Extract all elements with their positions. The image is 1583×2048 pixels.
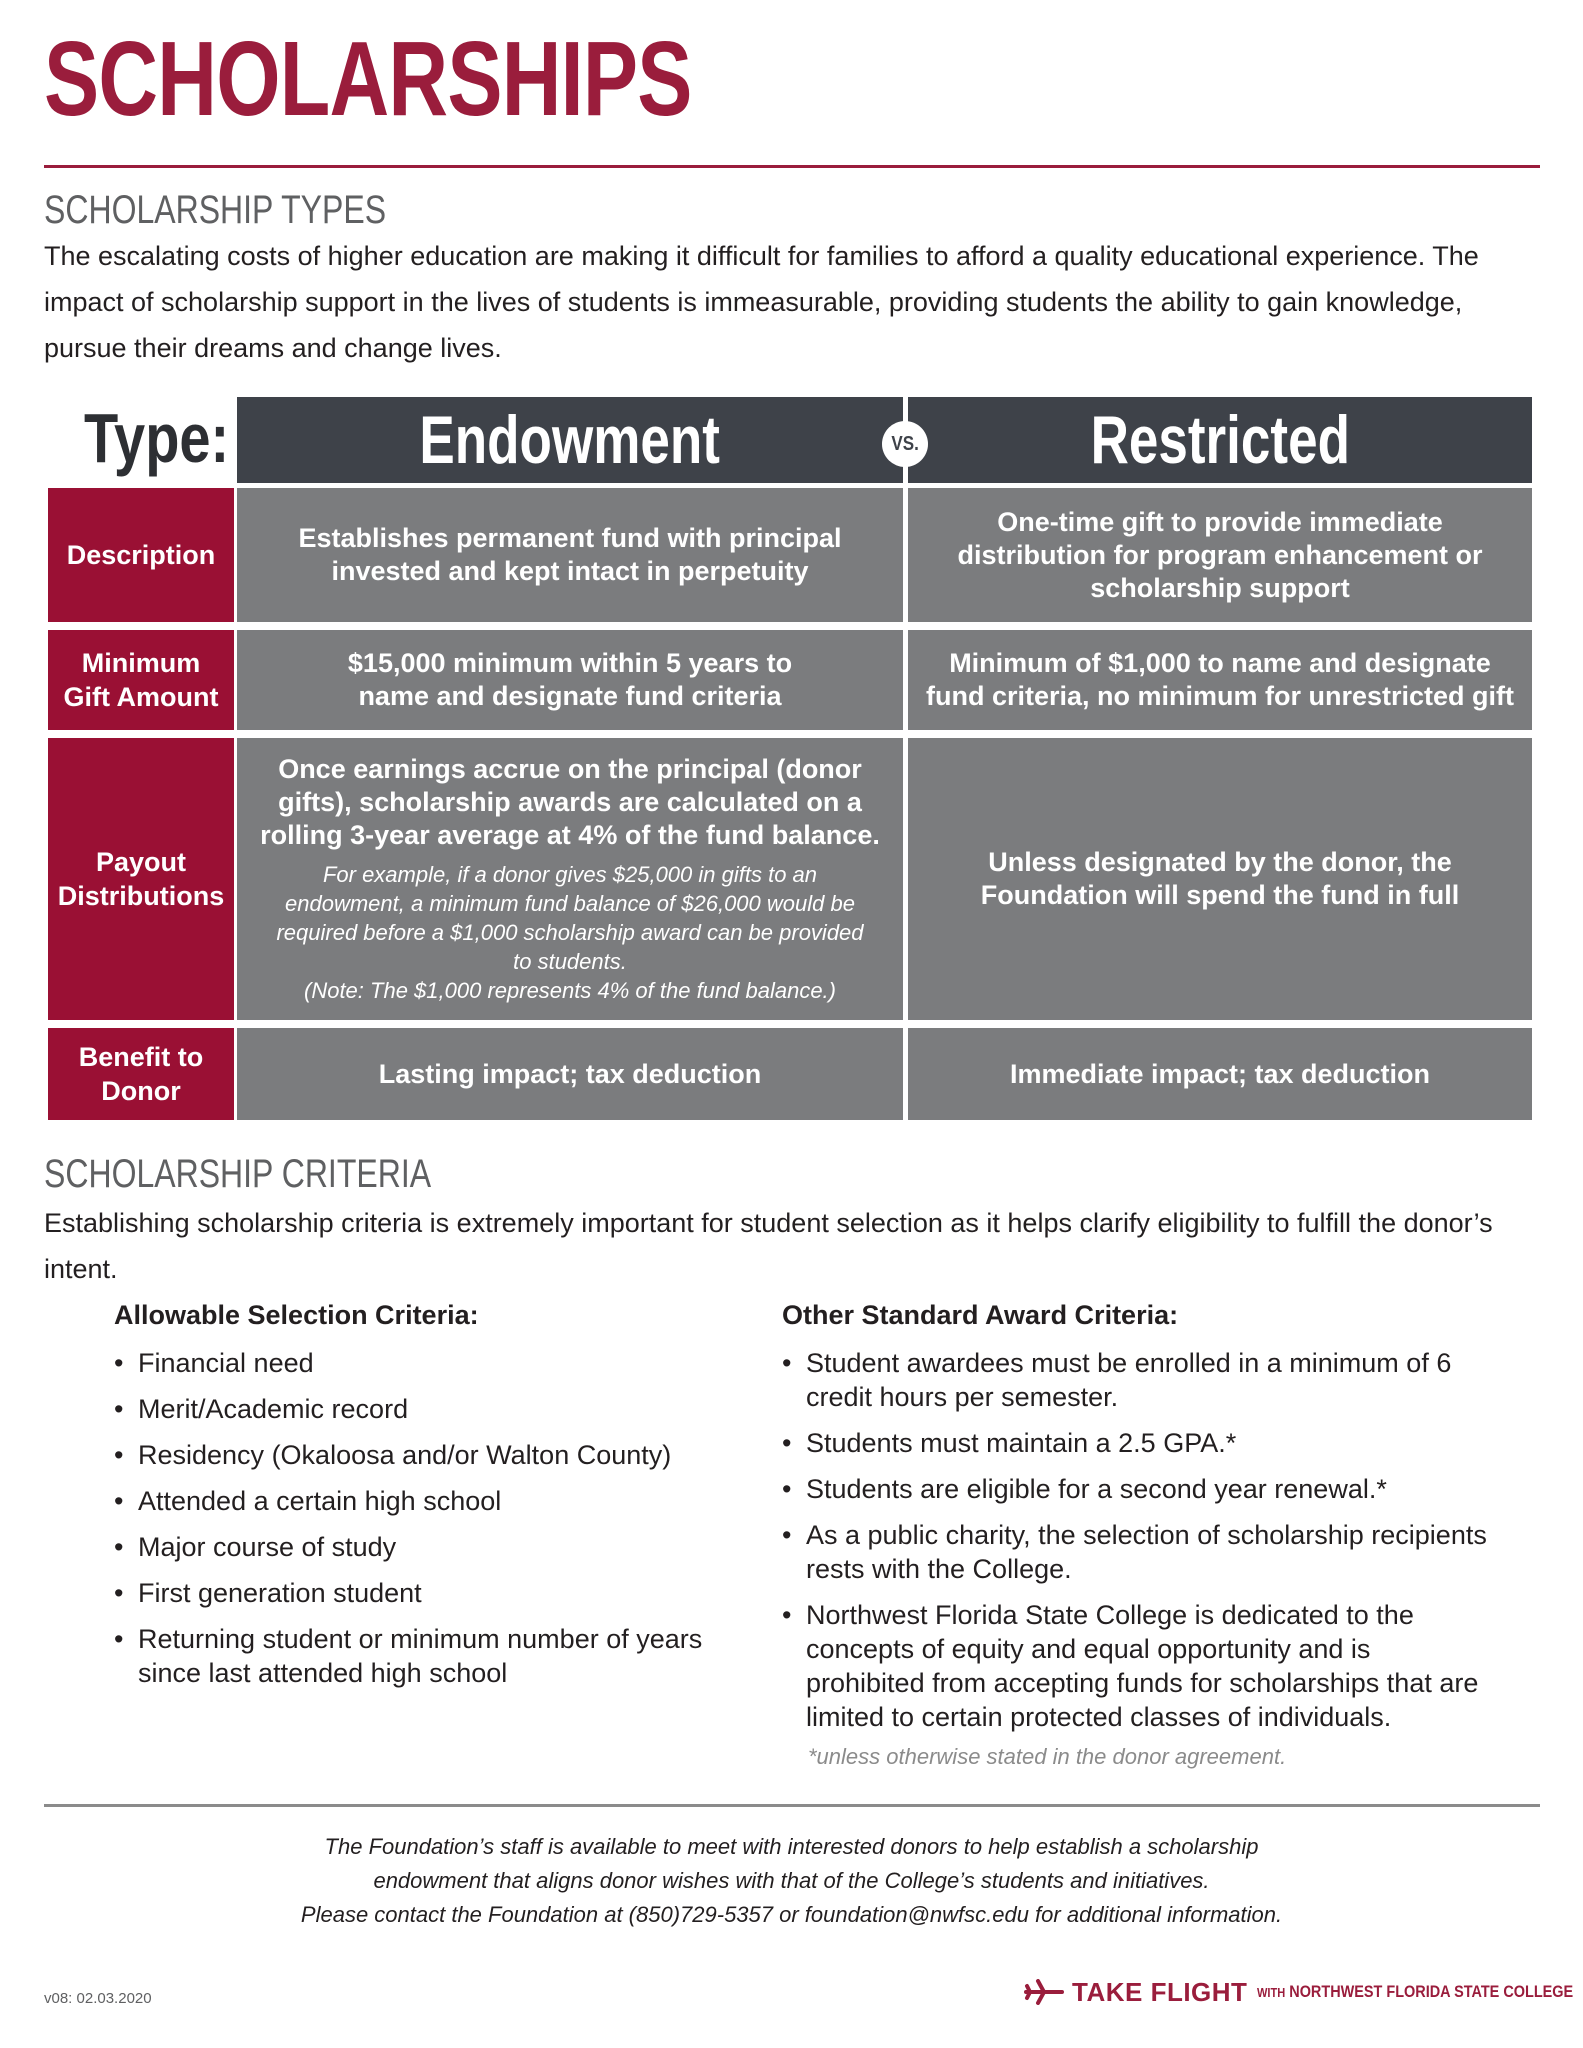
endowment-payout-cell: [237, 738, 903, 1020]
type-label: Type:: [84, 399, 230, 477]
brand-college: [1257, 1982, 1573, 2002]
row-label-description: Description: [48, 488, 234, 622]
scholarship-types-intro: The escalating costs of higher education are making it difficult for families to afford a quality educational experience. The impact of scholarship support in the lives of students is immeasurable, providing students the ability to gain knowledge, pursue their dreams and change lives.: [44, 241, 1479, 363]
row-label-minimum-gift: [48, 630, 234, 730]
endowment-payout: Once earnings accrue on the principal (donor gifts), scholarship awards are calculated on a rolling 3-year average at 4% of the fund balance.: [260, 754, 880, 850]
vs-badge: [882, 421, 928, 467]
row-label-payout-text: Payout Distributions: [57, 847, 225, 911]
list-item: • Students must maintain a 2.5 GPA.*: [782, 1426, 1492, 1460]
brand-tagline: TAKE FLIGHT: [1072, 1976, 1248, 2007]
scholarship-criteria-intro: Establishing scholarship criteria is extremely important for student selection as it helps clarify eligibility to fulfill the donor’s intent.: [44, 1208, 1493, 1284]
standard-criteria-heading: Other Standard Award Criteria:: [782, 1300, 1179, 1330]
row-label-benefit: [48, 1028, 234, 1120]
restricted-description: One-time gift to provide immediate distribution for program enhancement or scholarship support: [957, 506, 1483, 603]
restricted-payout-cell: [908, 738, 1532, 1020]
restricted-description-cell: [908, 488, 1532, 622]
standard-criteria-list: [782, 1346, 1492, 1746]
title-divider: [44, 165, 1540, 168]
endowment-payout-example-text: For example, if a donor gives $25,000 in gifts to an endowment, a minimum fund balance of $26,000 would be required before a $1,000 scholarship award can be provided to students.: [276, 862, 864, 974]
row-label-payout: [48, 738, 234, 1020]
closing-line-1: The Foundation’s staff is available to meet with interested donors to help establish a scholarship: [324, 1834, 1259, 1859]
criteria-footnote: *unless otherwise stated in the donor agreement.: [808, 1744, 1287, 1769]
brand-with: WITH: [1257, 1985, 1286, 2000]
list-item: • Returning student or minimum number of years since last attended high school: [114, 1622, 754, 1690]
list-item: • As a public charity, the selection of scholarship recipients rests with the College.: [782, 1518, 1492, 1586]
row-label-benefit-text: Benefit to Donor: [78, 1042, 204, 1106]
scholarship-types-heading: SCHOLARSHIP TYPES: [44, 188, 387, 232]
closing-statement: [0, 1830, 1583, 1932]
endowment-benefit-cell: [237, 1028, 903, 1120]
allowable-criteria-list: [114, 1346, 754, 1702]
list-item: • Student awardees must be enrolled in a minimum of 6 credit hours per semester.: [782, 1346, 1492, 1414]
restricted-benefit-cell: [908, 1028, 1532, 1120]
closing-line-3: Please contact the Foundation at (850)729-5357 or foundation@nwfsc.edu for additional information.: [300, 1902, 1283, 1927]
restricted-minimum: Minimum of $1,000 to name and designate fund criteria, no minimum for unrestricted gift: [925, 648, 1515, 711]
endowment-column-header: [237, 397, 903, 483]
scholarship-criteria-heading: SCHOLARSHIP CRITERIA: [44, 1152, 432, 1196]
vs-text: VS.: [891, 432, 919, 455]
restricted-minimum-cell: [908, 630, 1532, 730]
allowable-criteria-heading: Allowable Selection Criteria:: [114, 1300, 479, 1330]
restricted-payout: Unless designated by the donor, the Foundation will spend the fund in full: [980, 847, 1460, 910]
restricted-header-text: Restricted: [1090, 402, 1350, 478]
closing-divider: [44, 1804, 1540, 1807]
endowment-payout-example-note: (Note: The $1,000 represents 4% of the fund balance.): [304, 978, 836, 1003]
restricted-column-header: [908, 397, 1532, 483]
endowment-minimum: $15,000 minimum within 5 years to name and designate fund criteria: [347, 648, 793, 711]
list-item: • First generation student: [114, 1576, 754, 1610]
endowment-minimum-cell: [237, 630, 903, 730]
brand-college-name: NORTHWEST FLORIDA STATE COLLEGE: [1289, 1982, 1574, 2001]
list-item: • Students are eligible for a second year renewal.*: [782, 1472, 1492, 1506]
endowment-header-text: Endowment: [419, 402, 721, 478]
list-item: • Northwest Florida State College is dedicated to the concepts of equity and equal opportunity and is prohibited from accepting funds for scholarships that are limited to certain protected classes of individuals.: [782, 1598, 1492, 1734]
page-title: SCHOLARSHIPS: [44, 20, 692, 138]
closing-line-2: endowment that aligns donor wishes with that of the College’s students and initiatives.: [373, 1868, 1210, 1893]
list-item: • Residency (Okaloosa and/or Walton County): [114, 1438, 754, 1472]
endowment-benefit: Lasting impact; tax deduction: [378, 1058, 762, 1089]
list-item: • Merit/Academic record: [114, 1392, 754, 1426]
row-label-minimum-gift-text: Minimum Gift Amount: [63, 648, 219, 712]
endowment-description: Establishes permanent fund with principal invested and kept intact in perpetuity: [298, 523, 842, 586]
list-item: • Major course of study: [114, 1530, 754, 1564]
restricted-benefit: Immediate impact; tax deduction: [1009, 1058, 1431, 1089]
list-item: • Attended a certain high school: [114, 1484, 754, 1518]
endowment-payout-example: [270, 860, 870, 1005]
version-stamp: v08: 02.03.2020: [44, 1990, 152, 2007]
footer-brand: [1024, 1975, 1583, 2009]
airplane-icon: [1024, 1979, 1064, 2005]
endowment-description-cell: [237, 488, 903, 622]
list-item: • Financial need: [114, 1346, 754, 1380]
